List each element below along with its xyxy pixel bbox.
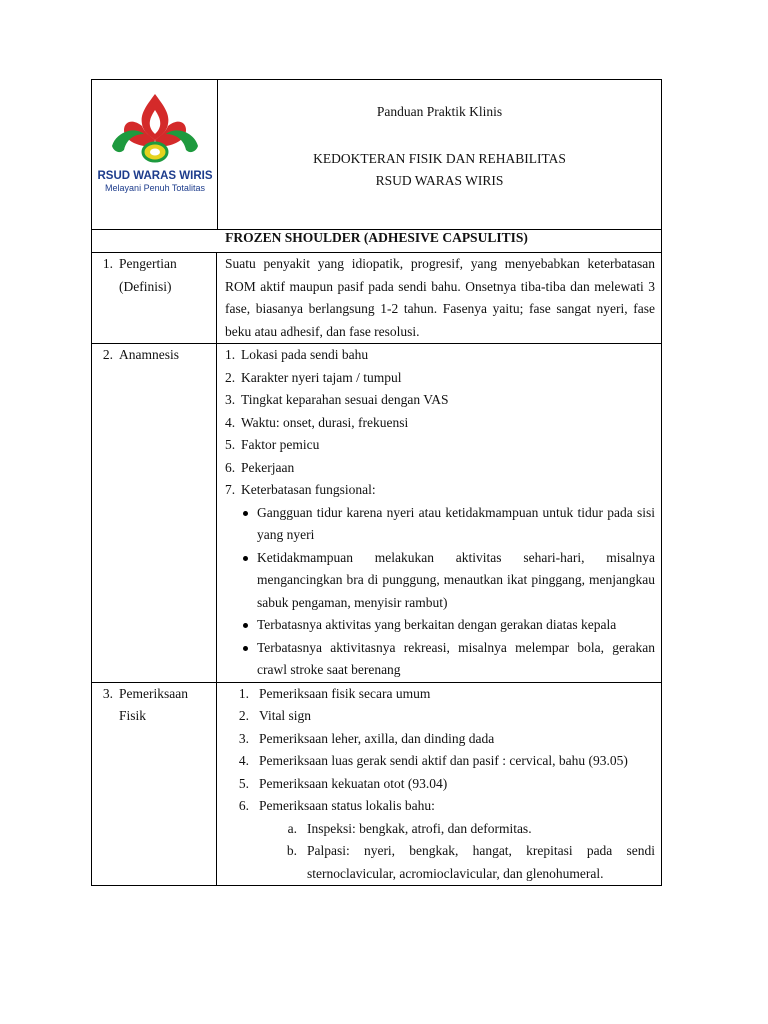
item-letter: a.	[287, 820, 297, 836]
section-anamnesis-content	[217, 344, 661, 682]
functional-limitations-list	[225, 502, 655, 682]
bullet-text: Terbatasnya aktivitas yang berkaitan dengan gerakan diatas kepala	[257, 617, 617, 632]
item-text: Keterbatasan fungsional:	[241, 482, 376, 497]
item-number: 6.	[225, 459, 236, 475]
list-item	[225, 457, 655, 480]
bullet-icon	[241, 547, 257, 615]
item-text: Pemeriksaan fisik secara umum	[259, 685, 431, 701]
item-number: 6.	[238, 798, 249, 813]
list-item	[225, 389, 655, 412]
section-label-cell	[92, 344, 217, 682]
section-label: Anamnesis	[119, 347, 179, 362]
item-number: 2.	[238, 708, 249, 723]
bullet-icon	[241, 614, 257, 637]
section-anamnesis	[92, 344, 661, 683]
item-number: 4.	[238, 753, 249, 768]
item-number: 2.	[225, 369, 236, 385]
item-text: Tingkat keparahan sesuai dengan VAS	[241, 392, 449, 407]
logo-tagline-text: Melayani Penuh Totalitas	[105, 183, 205, 193]
hospital-name: RSUD WARAS WIRIS	[375, 173, 504, 188]
logo-name-text: RSUD WARAS WIRIS	[97, 170, 213, 182]
physical-exam-list	[217, 683, 655, 818]
list-item	[225, 412, 655, 435]
list-item	[225, 479, 655, 502]
item-number: 3.	[238, 730, 249, 746]
item-text: Palpasi: nyeri, bengkak, hangat, krepitasi pada sendi sternoclavicular, acromioclavicular, dan glenohumeral.	[307, 843, 655, 881]
section-number: 1.	[102, 256, 113, 271]
section-label: Pengertian (Definisi)	[119, 256, 177, 294]
item-text: Pemeriksaan kekuatan otot (93.04)	[259, 775, 448, 791]
section-definition-text: Suatu penyakit yang idiopatik, progresif, yang menyebabkan keterbatasan ROM aktif maupun pasif pada sendi bahu. Onsetnya tiba-tiba dan melewati 3 fase, biasanya berlangsung 1-2 tahun. Fasenya yaitu; fase sangat nyeri, fase beku atau adhesif, dan fase resolusi.	[225, 256, 655, 339]
item-number: 1.	[238, 685, 249, 701]
list-item	[217, 773, 655, 796]
bullet-icon	[241, 502, 257, 547]
item-text: Inspeksi: bengkak, atrofi, dan deformitas.	[307, 820, 532, 836]
list-item	[217, 728, 655, 751]
list-item	[225, 344, 655, 367]
bullet-item	[241, 614, 655, 637]
section-number: 2.	[102, 347, 113, 362]
item-number: 5.	[238, 775, 249, 791]
guide-type: Panduan Praktik Klinis	[376, 104, 503, 119]
document-header	[92, 80, 661, 230]
item-number: 3.	[225, 392, 236, 407]
list-item	[225, 367, 655, 390]
item-text: Vital sign	[259, 708, 312, 723]
bullet-item	[241, 502, 655, 547]
item-text: Lokasi pada sendi bahu	[241, 347, 369, 362]
section-definition	[92, 253, 661, 344]
item-text: Pemeriksaan luas gerak sendi aktif dan pasif : cervical, bahu (93.05)	[259, 753, 628, 768]
list-item	[225, 434, 655, 457]
bullet-icon	[241, 637, 257, 682]
list-item	[217, 795, 655, 818]
list-item	[217, 683, 655, 706]
item-number: 1.	[225, 347, 236, 362]
item-text: Pemeriksaan status lokalis bahu:	[259, 798, 435, 813]
bullet-item	[241, 637, 655, 682]
item-number: 5.	[225, 437, 236, 452]
logo-cell	[92, 80, 218, 229]
list-item	[217, 750, 655, 773]
section-label-cell	[92, 253, 217, 343]
bullet-text: Ketidakmampuan melakukan aktivitas sehari-hari, misalnya mengancingkan bra di punggung, menautkan ikat pinggang, menjangkau sabuk pengaman, menyisir rambut)	[257, 549, 655, 610]
header-title-cell	[218, 80, 661, 229]
item-text: Karakter nyeri tajam / tumpul	[241, 369, 402, 385]
item-text: Pekerjaan	[241, 459, 295, 475]
rsud-waras-wiris-logo-icon	[97, 88, 213, 203]
item-text: Faktor pemicu	[241, 437, 320, 452]
bullet-text: Terbatasnya aktivitasnya rekreasi, misalnya melempar bola, gerakan crawl stroke saat berenang	[257, 639, 655, 677]
item-text: Waktu: onset, durasi, frekuensi	[241, 414, 409, 430]
item-text: Pemeriksaan leher, axilla, dan dinding dada	[259, 730, 495, 746]
bullet-item	[241, 547, 655, 615]
item-number: 7.	[225, 482, 236, 497]
sub-list-item	[217, 818, 655, 841]
bullet-text: Gangguan tidur karena nyeri atau ketidakmampuan untuk tidur pada sisi yang nyeri	[257, 504, 655, 542]
section-number: 3.	[102, 685, 113, 701]
local-status-sublist	[217, 818, 655, 886]
sub-list-item	[217, 840, 655, 885]
clinical-guide-document	[91, 79, 662, 886]
anamnesis-list	[225, 344, 655, 502]
section-label: Pemeriksaan Fisik	[119, 685, 188, 723]
section-label-cell	[92, 683, 217, 886]
item-number: 4.	[225, 414, 236, 430]
section-physical-exam	[92, 683, 661, 886]
department-name: KEDOKTERAN FISIK DAN REHABILITAS	[313, 150, 566, 166]
item-letter: b.	[286, 843, 297, 858]
document-title: FROZEN SHOULDER (ADHESIVE CAPSULITIS)	[92, 230, 661, 253]
section-physical-exam-content	[217, 683, 661, 886]
list-item	[217, 705, 655, 728]
